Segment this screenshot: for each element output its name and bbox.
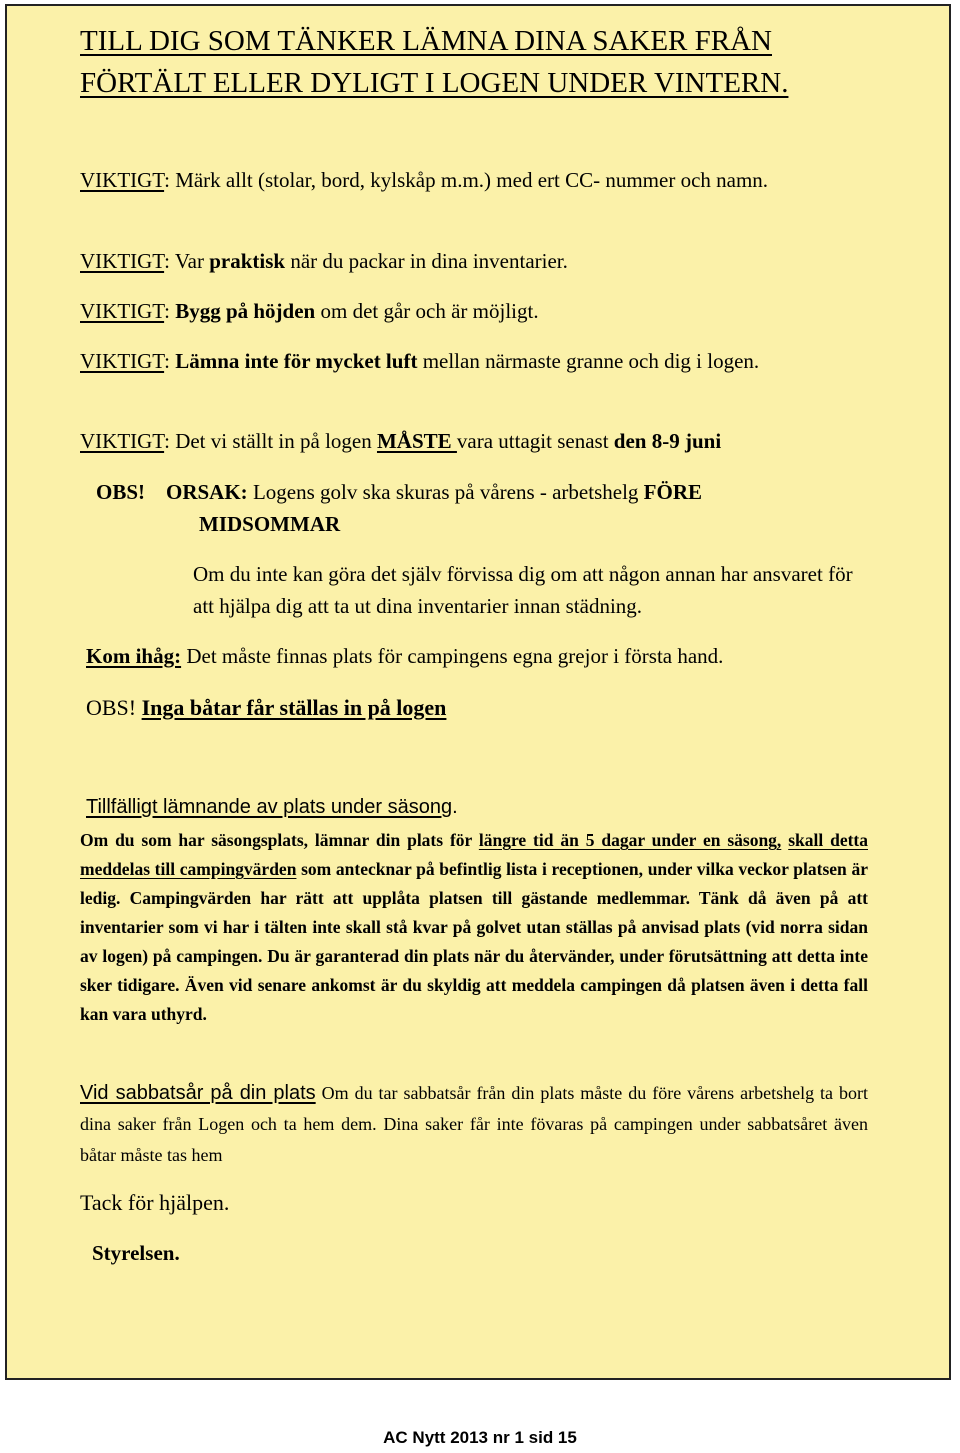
reason-line bbox=[166, 476, 702, 508]
item-text: vara uttagit senast bbox=[456, 429, 614, 453]
signature: Styrelsen. bbox=[92, 1241, 180, 1265]
item-text: när du packar in dina inventarier. bbox=[285, 249, 568, 273]
viktigt-label: VIKTIGT bbox=[80, 249, 165, 273]
no-boats-text: Inga båtar får ställas in på logen bbox=[141, 695, 447, 720]
item-text: Märk allt (stolar, bord, kylskåp m.m.) med ert CC- nummer och namn. bbox=[175, 168, 769, 192]
notice-item-deadline: VIKTIGT: Det vi ställt in på logen MÅSTE vara uttagit senast den 8-9 juni bbox=[80, 429, 722, 453]
notice-item-spacing: VIKTIGT: Lämna inte för mycket luft mellan närmaste granne och dig i logen. bbox=[80, 349, 760, 373]
obs-label: OBS! bbox=[86, 695, 137, 720]
obs-label: OBS! bbox=[96, 480, 146, 504]
remember-label: Kom ihåg: bbox=[86, 644, 182, 668]
item-text: Var bbox=[174, 249, 210, 273]
temporary-leave-paragraph bbox=[80, 826, 868, 1029]
viktigt-label: VIKTIGT bbox=[80, 299, 165, 323]
item-bold: praktisk bbox=[209, 249, 286, 273]
item-bold: Lämna inte för mycket luft bbox=[175, 349, 418, 373]
sabbatical-text: Om du tar sabbatsår från din plats måste du före vårens arbetshelg ta bort dina saker från Logen och ta hem dem. Dina saker får inte fövaras på campingen under sabbatsåret även båtar måste tas hem bbox=[80, 1083, 868, 1165]
viktigt-label: VIKTIGT bbox=[80, 349, 165, 373]
remember-text: Det måste finnas plats för campingens egna grejor i första hand. bbox=[181, 644, 724, 668]
viktigt-label: VIKTIGT bbox=[80, 168, 165, 192]
item-bold: Bygg på höjden bbox=[175, 299, 316, 323]
page-footer: AC Nytt 2013 nr 1 sid 15 bbox=[383, 1428, 577, 1447]
temporary-leave-heading-line: Tillfälligt lämnande av plats under säsong. bbox=[86, 796, 458, 818]
reason-label: ORSAK: bbox=[166, 480, 248, 504]
remember-line bbox=[86, 640, 723, 672]
temporary-leave-heading: Tillfälligt lämnande av plats under säsong bbox=[86, 796, 453, 818]
paragraph-text: Om du som har säsongsplats, lämnar din plats för bbox=[80, 830, 479, 850]
paragraph-underlined: längre tid än 5 dagar under en säsong, bbox=[478, 830, 782, 850]
midsummer-label: MIDSOMMAR bbox=[199, 512, 341, 536]
must-emphasis: MÅSTE bbox=[376, 429, 457, 453]
sabbatical-heading: Vid sabbatsår på din plats bbox=[80, 1082, 316, 1104]
item-text: Det vi ställt in på logen bbox=[175, 429, 377, 453]
notice-item-label-marking: VIKTIGT: Märk allt (stolar, bord, kylskåp m.m.) med ert CC- nummer och namn. bbox=[80, 168, 769, 192]
paragraph-text: som antecknar på befintlig lista i receptionen, under vilka veckor platsen är ledig. Campingvärden har rätt att upplåta platsen till gästande medlemmar. Tänk då även på att inventarier som vi har i tälten inte skall stå kvar på golvet utan ställas på anvisad plats (vid norra sidan av logen) på campingen. Du är garanterad din plats när du återvänder, under förutsättning att detta inte sker tidigare. Även vid senare ankomst är du skyldig att meddela campingen då platsen även i detta fall kan vara uthyrd. bbox=[80, 859, 868, 1024]
reason-text: Logens golv ska skuras på vårens - arbetshelg bbox=[247, 480, 644, 504]
cleaning-help-paragraph: Om du inte kan göra det själv förvissa dig om att någon annan har ansvaret för att hjälpa dig att ta ut dina inventarier innan städning. bbox=[193, 562, 853, 618]
notice-item-packing: VIKTIGT: Var praktisk när du packar in dina inventarier. bbox=[80, 249, 568, 273]
paragraph-underlined: skall detta meddelas till campingvärden bbox=[80, 830, 869, 879]
deadline-date: den 8-9 juni bbox=[613, 429, 722, 453]
viktigt-label: VIKTIGT bbox=[80, 429, 165, 453]
item-text: om det går och är möjligt. bbox=[315, 299, 539, 323]
boats-line bbox=[86, 692, 446, 724]
sabbatical-paragraph bbox=[80, 1078, 868, 1171]
notice-item-stacking: VIKTIGT: Bygg på höjden om det går och är möjligt. bbox=[80, 299, 539, 323]
item-text: mellan närmaste granne och dig i logen. bbox=[417, 349, 760, 373]
before-emphasis: FÖRE bbox=[643, 480, 703, 504]
page-title: TILL DIG SOM TÄNKER LÄMNA DINA SAKER FRÅN FÖRTÄLT ELLER DYLIGT I LOGEN UNDER VINTERN. bbox=[80, 25, 789, 99]
thanks-text: Tack för hjälpen. bbox=[80, 1190, 230, 1215]
